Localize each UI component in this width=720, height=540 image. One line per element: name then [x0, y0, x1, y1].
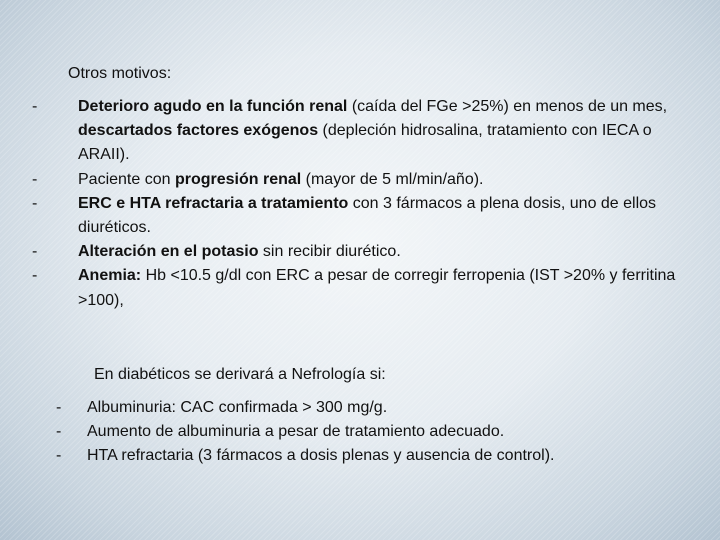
list-item — [56, 420, 676, 444]
bullet-dash: - — [32, 98, 38, 115]
item-text: (depleción hidrosalina, tratamiento con IECA o ARAII). — [78, 122, 652, 164]
item-text: Paciente con — [78, 170, 175, 188]
bullet-dash: - — [32, 243, 38, 261]
list-item — [32, 192, 692, 240]
bullet-dash: - — [32, 170, 38, 188]
item-text: Albuminuria: CAC confirmada > 300 mg/g. — [87, 399, 388, 416]
list-item — [56, 396, 676, 420]
item-text: con 3 fármacos a plena dosis, uno de ellos diuréticos. — [78, 194, 657, 237]
section-heading-otros-motivos: Otros motivos: — [68, 65, 172, 82]
list-item — [32, 168, 692, 192]
section-heading-diabeticos: En diabéticos se derivará a Nefrología si: — [94, 366, 386, 383]
list-item — [32, 95, 692, 168]
item-emphasis: Alteración en el potasio — [78, 243, 259, 261]
bullet-dash: - — [32, 194, 38, 212]
bullet-dash: - — [32, 267, 38, 285]
list-item — [32, 264, 692, 312]
item-text: Aumento de albuminuria a pesar de tratamiento adecuado. — [87, 423, 505, 441]
criteria-list — [32, 95, 692, 313]
item-text: (mayor de 5 ml/min/año). — [301, 170, 484, 188]
item-text: Hb <10.5 g/dl con ERC a pesar de corregir ferropenia (IST >20% y ferritina >100), — [78, 267, 676, 309]
bullet-dash: - — [56, 423, 62, 441]
item-emphasis: descartados factores exógenos — [78, 122, 319, 140]
bullet-dash: - — [56, 399, 62, 416]
item-emphasis: progresión renal — [174, 170, 302, 188]
diabetic-criteria-list — [56, 396, 676, 469]
bullet-dash: - — [56, 447, 62, 465]
item-text: (caída del FGe >25%) en menos de un mes, — [347, 98, 668, 115]
item-text: sin recibir diurético. — [258, 243, 401, 261]
list-item — [32, 240, 692, 264]
item-emphasis: Anemia: — [78, 267, 142, 285]
list-item — [56, 444, 676, 468]
item-emphasis: Deterioro agudo en la función renal — [78, 98, 348, 115]
item-text: HTA refractaria (3 fármacos a dosis plenas y ausencia de control). — [87, 447, 555, 465]
item-emphasis: ERC e HTA refractaria a tratamiento — [78, 194, 349, 212]
